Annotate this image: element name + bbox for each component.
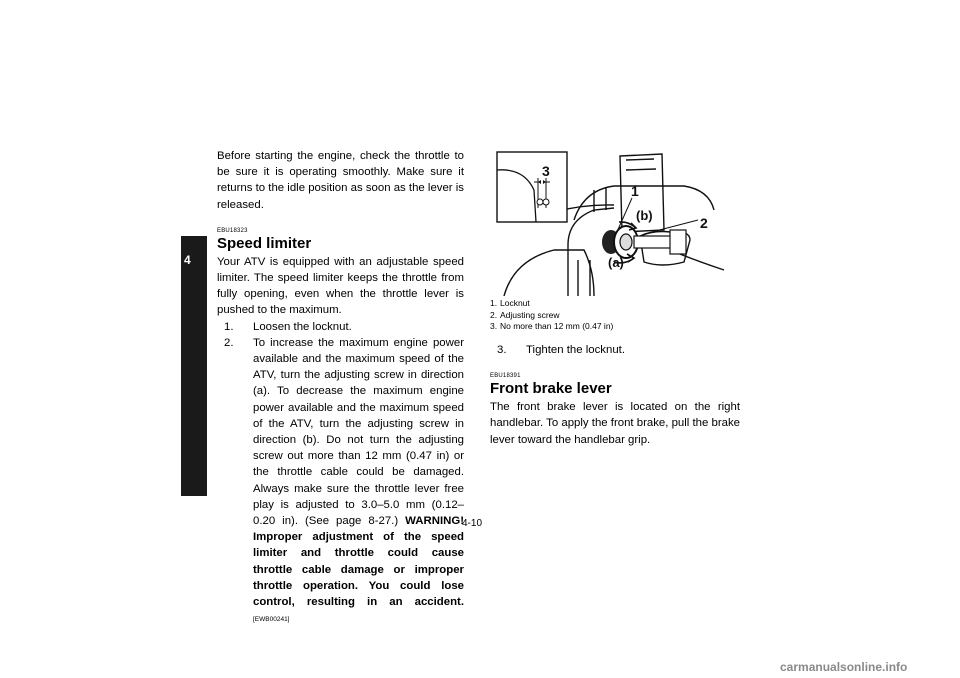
step-text: Tighten the locknut. bbox=[526, 344, 625, 356]
caption-text: Locknut bbox=[500, 298, 530, 308]
warning-code: [EWB00241] bbox=[253, 616, 290, 624]
step-2-text: To increase the maximum engine power available and the maximum speed of the ATV, turn the adjusting screw in direction (a). To decrease the maximum engine power available and the maximum speed of the ATV, turn the adjusting screw in direction (b). Do not turn the adjusting screw out more than 12 mm (0.47 in) or the throttle cable could be damaged. Always make sure the throttle lever free play is adjusted to 3.0–5.0 mm (0.12–0.20 in). (See page 8-27.) bbox=[253, 336, 464, 528]
section-code: EBU18391 bbox=[490, 373, 521, 380]
label-b: (b) bbox=[636, 208, 653, 223]
detail-inset bbox=[497, 152, 567, 222]
label-3: 3 bbox=[542, 163, 550, 179]
footer-watermark: carmanualsonline.info bbox=[780, 660, 908, 674]
label-2: 2 bbox=[700, 215, 708, 231]
speed-limiter-illustration bbox=[494, 150, 740, 296]
caption-text: No more than 12 mm (0.47 in) bbox=[500, 321, 614, 331]
right-column bbox=[490, 342, 740, 448]
step-text: Loosen the locknut. bbox=[253, 320, 352, 333]
intro-paragraph: Before starting the engine, check the throttle to be sure it is operating smoothly. Make sure it returns to the idle position as soon as the lever is released. bbox=[217, 150, 464, 211]
caption-item: 3. No more than 12 mm (0.47 in) bbox=[490, 321, 614, 331]
caption-text: Adjusting screw bbox=[500, 309, 560, 320]
step-text bbox=[253, 335, 464, 629]
left-column bbox=[217, 148, 464, 628]
section-code: EBU18323 bbox=[217, 227, 248, 234]
step-item bbox=[217, 319, 464, 335]
chapter-number: 4 bbox=[184, 253, 191, 267]
step-number: 3. bbox=[497, 344, 507, 356]
label-1: 1 bbox=[631, 183, 639, 199]
speed-limiter-paragraph: Your ATV is equipped with an adjustable speed limiter. The speed limiter keeps the throttle from fully opening, even when the throttle lever is pushed to the maximum. bbox=[217, 255, 464, 317]
front-brake-paragraph: The front brake lever is located on the right handlebar. To apply the front brake, pull the brake lever toward the handlebar grip. bbox=[490, 401, 740, 446]
step-number: 2. bbox=[224, 336, 234, 349]
caption-item: 1. Locknut bbox=[490, 298, 530, 308]
page-number: 4-10 bbox=[462, 518, 483, 529]
warning-text: WARNING! Improper adjustment of the speed limiter and throttle could cause throttle cable damage or improper throttle operation. You could lose control, resulting in an accident. bbox=[253, 515, 464, 609]
caption-item: 2. Adjusting screw bbox=[490, 309, 560, 320]
step-item bbox=[490, 342, 740, 358]
step-number: 1. bbox=[224, 320, 234, 333]
section-heading-speed-limiter: Speed limiter bbox=[217, 234, 312, 252]
label-a: (a) bbox=[608, 255, 624, 270]
chapter-tab bbox=[181, 236, 207, 496]
step-item bbox=[217, 335, 464, 629]
section-heading-front-brake-lever: Front brake lever bbox=[490, 380, 612, 398]
figure-caption bbox=[490, 298, 613, 333]
